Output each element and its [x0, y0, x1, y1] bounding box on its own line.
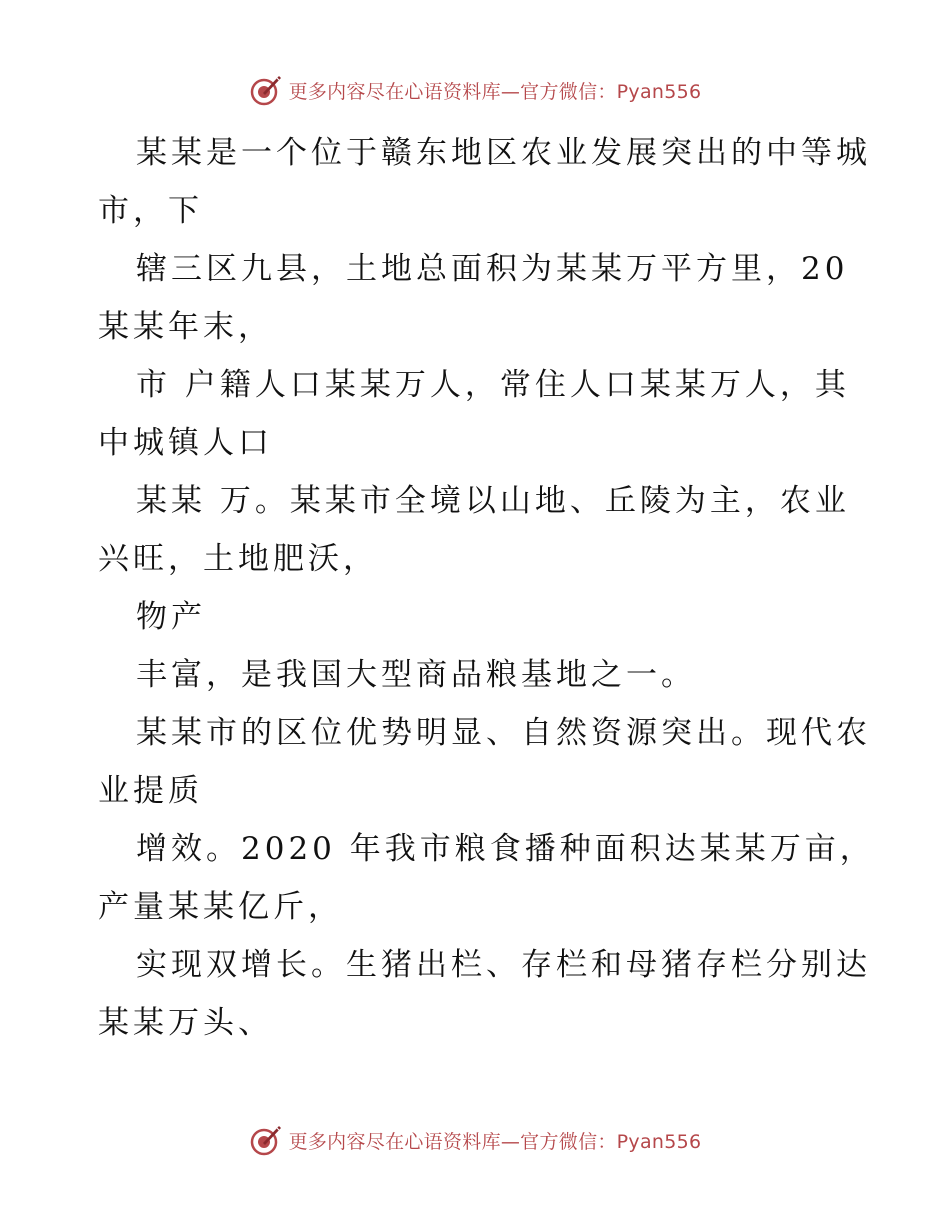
paragraph-line: 丰富，是我国大型商品粮基地之一。	[136, 657, 696, 693]
paragraph-line: 增效。2020 年我市粮食播种面积达某某万亩，	[136, 831, 875, 867]
header-banner	[0, 70, 950, 110]
paragraph-line: 辖三区九县，土地总面积为某某万平方里，20	[136, 251, 849, 287]
paragraph-line: 某某年末，	[98, 309, 273, 345]
paragraph-line: 某某万头、	[98, 1005, 273, 1041]
quill-pen-logo-icon	[249, 1123, 283, 1157]
paragraph-line: 某某市的区位优势明显、自然资源突出。现代农	[136, 715, 871, 751]
paragraph-line: 中城镇人口	[98, 425, 273, 461]
paragraph-line: 兴旺，土地肥沃，	[98, 541, 378, 577]
paragraph-line: 业提质	[98, 773, 203, 809]
paragraph-line: 实现双增长。生猪出栏、存栏和母猪存栏分别达	[136, 947, 871, 983]
paragraph-line: 物产	[136, 599, 206, 635]
quill-pen-logo-icon	[249, 73, 283, 107]
paragraph-line: 市，下	[98, 193, 203, 229]
paragraph-line: 产量某某亿斤，	[98, 889, 343, 925]
document-body	[98, 124, 875, 1052]
paragraph-line: 市 户籍人口某某万人，常住人口某某万人，其	[136, 367, 850, 403]
header-banner-text: 更多内容尽在心语资料库—官方微信：Pyan556	[288, 80, 702, 103]
footer-banner-text: 更多内容尽在心语资料库—官方微信：Pyan556	[288, 1130, 702, 1153]
paragraph-line: 某某 万。某某市全境以山地、丘陵为主，农业	[136, 483, 850, 519]
paragraph-line: 某某是一个位于赣东地区农业发展突出的中等城	[136, 135, 871, 171]
footer-banner	[0, 1120, 950, 1160]
